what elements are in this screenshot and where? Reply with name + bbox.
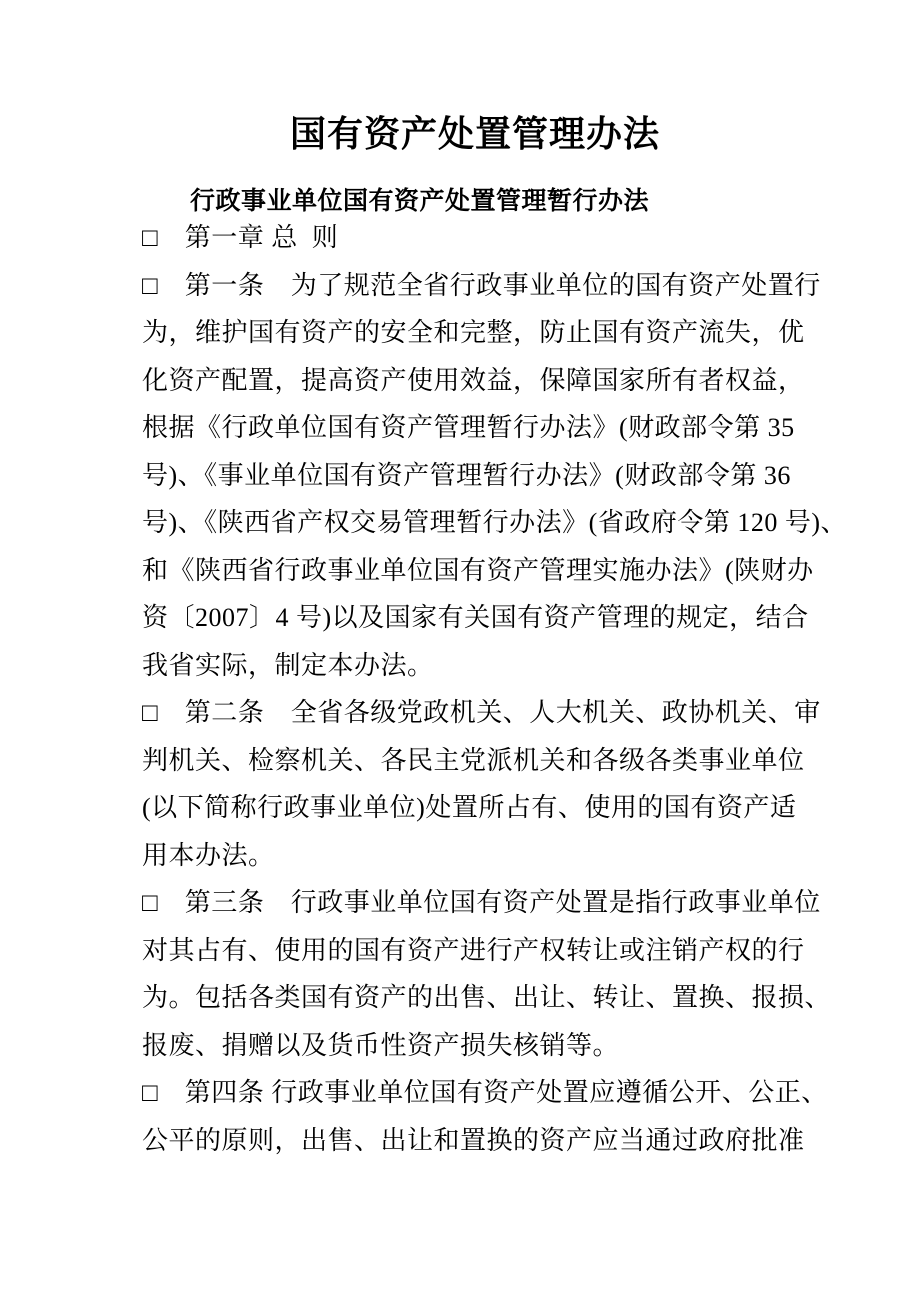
document-line: 号)、《陕西省产权交易管理暂行办法》(省政府令第 120 号)、 [142,508,847,537]
document-line: 号)、《事业单位国有资产管理暂行办法》(财政部令第 36 [142,460,791,490]
document-line: 我省实际，制定本办法。 [142,650,434,680]
document-line: 报废、捐赠以及货币性资产损失核销等。 [142,1030,620,1060]
document-line: 化资产配置，提高资产使用效益，保障国家所有者权益， [142,365,805,395]
document-line: □ 第四条 行政事业单位国有资产处置应遵循公开、公正、 [142,1078,828,1107]
document-line: 为，维护国有资产的安全和完整，防止国有资产流失，优 [142,318,805,347]
document-line: 对其占有、使用的国有资产进行产权转让或注销产权的行 [142,935,805,965]
document-line: 用本办法。 [142,840,275,870]
document-line: 和《陕西省行政事业单位国有资产管理实施办法》(陕财办 [142,555,814,585]
document-subtitle: 行政事业单位国有资产处置管理暂行办法 [190,187,650,215]
document-line: 判机关、检察机关、各民主党派机关和各级各类事业单位 [142,745,805,775]
document-line: □ 第一条 为了规范全省行政事业单位的国有资产处置行 [142,270,821,300]
document-body [0,214,920,1164]
document-line: 公平的原则，出售、出让和置换的资产应当通过政府批准 [142,1125,805,1155]
document-line: □ 第二条 全省各级党政机关、人大机关、政协机关、审 [142,698,821,727]
document-line: 根据《行政单位国有资产管理暂行办法》(财政部令第 35 [142,413,795,442]
document-title: 国有资产处置管理办法 [289,114,660,154]
document-line: □ 第三条 行政事业单位国有资产处置是指行政事业单位 [142,888,821,917]
document-line: 为。包括各类国有资产的出售、出让、转让、置换、报损、 [142,983,832,1012]
document-line: □ 第一章 总 则 [142,223,339,252]
document-line: (以下简称行政事业单位)处置所占有、使用的国有资产适 [142,793,797,822]
document-line: 资〔2007〕4 号)以及国家有关国有资产管理的规定，结合 [142,603,809,632]
